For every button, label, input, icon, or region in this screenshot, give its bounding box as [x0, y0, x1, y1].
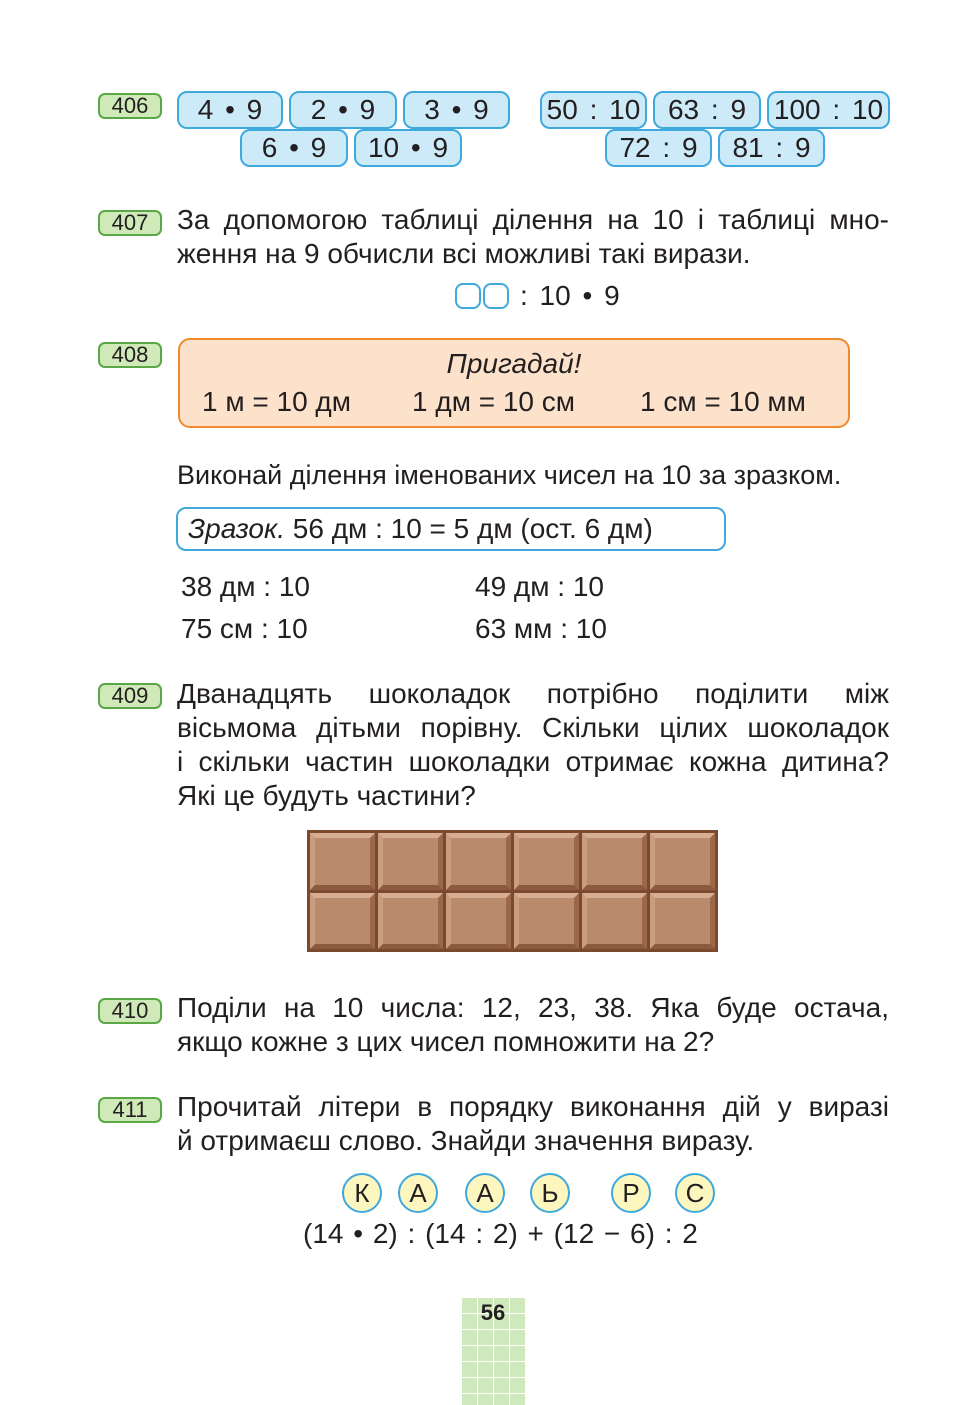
- expression-pill: 4 • 9: [177, 91, 283, 129]
- chocolate-piece: [582, 833, 647, 890]
- task-number-407: 407: [98, 210, 162, 236]
- unit-fact: 1 см = 10 мм: [640, 386, 806, 417]
- task-text: Поділи на 10 числа: 12, 23, 38. Яка буде остача,: [177, 992, 889, 1023]
- remember-title: Пригадай!: [446, 348, 582, 379]
- task-text: і скільки частин шоколадки отримає кожна дитина?: [177, 746, 889, 777]
- exercise: 63 мм : 10: [475, 613, 607, 644]
- expression-pill: 3 • 9: [403, 91, 510, 129]
- chocolate-piece: [514, 833, 579, 890]
- unit-fact: 1 м = 10 дм: [202, 386, 352, 417]
- expression-pill: 2 • 9: [289, 91, 397, 129]
- unit-fact: 1 дм = 10 см: [412, 386, 576, 417]
- digit-box: [483, 283, 509, 309]
- task-number-409: 409: [98, 683, 162, 709]
- task-text: вісьмома дітьми порівну. Скільки цілих шоколадок: [177, 712, 889, 743]
- task-number-408: 408: [98, 342, 162, 368]
- sample-text: 56 дм : 10 = 5 дм (ост. 6 дм): [292, 513, 653, 544]
- chocolate-piece: [378, 893, 443, 950]
- task-number-406: 406: [98, 93, 162, 119]
- expression-pill: 6 • 9: [240, 129, 348, 167]
- task-text: За допомогою таблиці ділення на 10 і таблиці мно-: [177, 204, 889, 235]
- letter-circle: А: [398, 1173, 438, 1213]
- chocolate-bar-image: [307, 830, 718, 952]
- letter-circle: Р: [611, 1173, 651, 1213]
- expression-pill: 72 : 9: [605, 129, 712, 167]
- exercise: 49 дм : 10: [475, 571, 604, 602]
- sample-box: [176, 507, 726, 551]
- letter-circle: А: [465, 1173, 505, 1213]
- task-text: якщо кожне з цих чисел помножити на 2?: [177, 1026, 715, 1057]
- task-number-410: 410: [98, 998, 162, 1024]
- exercise: 38 дм : 10: [181, 571, 310, 602]
- task-text: ження на 9 обчисли всі можливі такі вирази.: [177, 238, 751, 269]
- chocolate-piece: [650, 833, 715, 890]
- letter-circle: К: [342, 1173, 382, 1213]
- task-text: Які це будуть частини?: [177, 780, 476, 811]
- chocolate-piece: [310, 893, 375, 950]
- task-number-411: 411: [98, 1097, 162, 1123]
- chocolate-piece: [378, 833, 443, 890]
- task-text: й отримаєш слово. Знайди значення виразу.: [177, 1125, 755, 1156]
- chocolate-piece: [310, 833, 375, 890]
- expression-pill: 10 • 9: [354, 129, 462, 167]
- letter-circle: Ь: [530, 1173, 570, 1213]
- expression-pill: 100 : 10: [767, 91, 890, 129]
- expression-pill: 63 : 9: [653, 91, 761, 129]
- expression-text: (14 • 2) : (14 : 2) + (12 − 6) : 2: [303, 1218, 698, 1249]
- expression-pill: 81 : 9: [718, 129, 825, 167]
- chocolate-piece: [446, 833, 511, 890]
- sample-label: Зразок.: [188, 513, 285, 544]
- chocolate-piece: [446, 893, 511, 950]
- exercise: 75 см : 10: [181, 613, 308, 644]
- expression-pill: 50 : 10: [540, 91, 647, 129]
- task-text: Прочитай літери в порядку виконання дій у виразі: [177, 1091, 889, 1122]
- page-number: 56: [480, 1300, 506, 1325]
- letter-circle: С: [675, 1173, 715, 1213]
- chocolate-piece: [650, 893, 715, 950]
- task-instruction: Виконай ділення іменованих чисел на 10 за зразком.: [177, 460, 842, 490]
- expression-text: : 10 • 9: [520, 280, 620, 311]
- chocolate-piece: [582, 893, 647, 950]
- two-digit-blank-boxes: [455, 283, 511, 309]
- chocolate-piece: [514, 893, 579, 950]
- digit-box: [455, 283, 481, 309]
- remember-box: [178, 338, 850, 428]
- task-text: Дванадцять шоколадок потрібно поділити між: [177, 678, 889, 709]
